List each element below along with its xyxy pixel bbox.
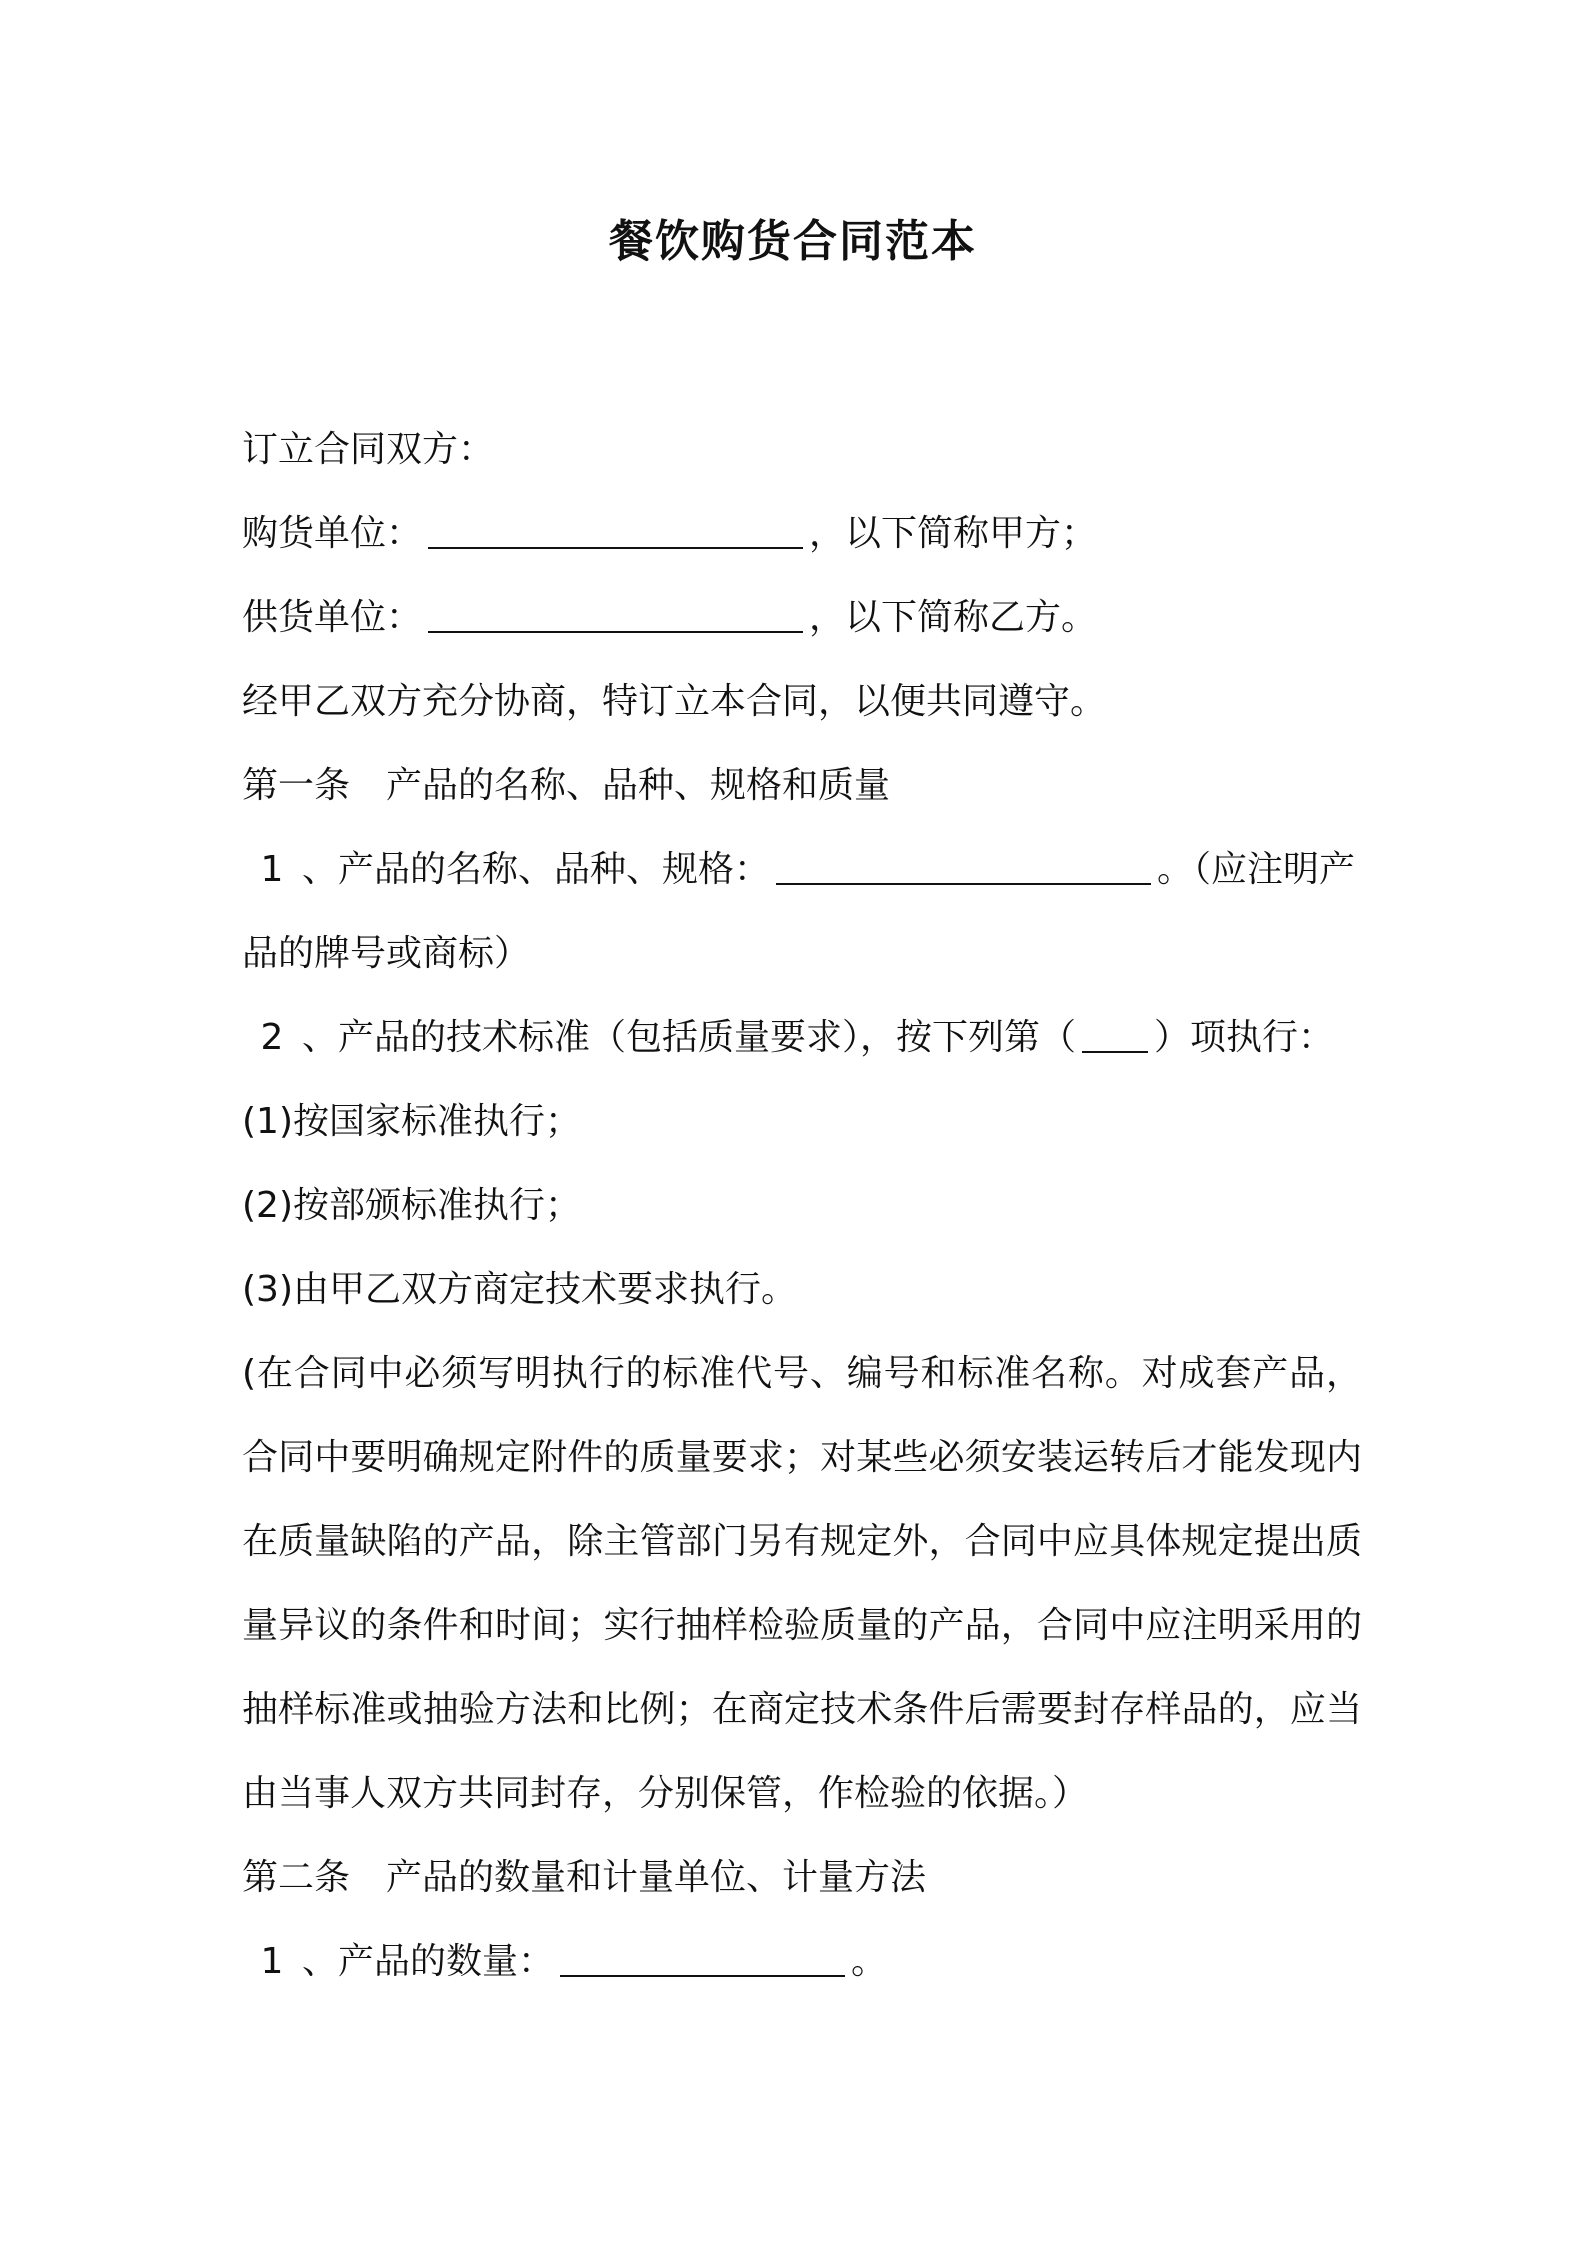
item-2-line xyxy=(242,996,1362,1080)
option-1 xyxy=(242,1080,1362,1164)
document-body xyxy=(242,408,1362,2004)
agreement-line xyxy=(242,660,1362,744)
item-1-number: 1 xyxy=(260,849,284,890)
seller-label: 供货单位： xyxy=(242,597,423,638)
seller-suffix: ，以下简称乙方。 xyxy=(809,597,1098,638)
item-1-continuation xyxy=(242,912,1362,996)
document-title: 餐饮购货合同范本 xyxy=(609,216,977,267)
parties-heading xyxy=(242,408,1362,492)
option-2-text: (2)按部颁标准执行； xyxy=(242,1185,581,1226)
parties-heading-text: 订立合同双方： xyxy=(242,429,495,470)
item-1-text: 、产品的名称、品种、规格： xyxy=(302,849,771,890)
buyer-suffix: ，以下简称甲方； xyxy=(809,513,1098,554)
standards-note: (在合同中必须写明执行的标准代号、编号和标准名称。对成套产品，合同中要明确规定附件的质量要求；对某些必须安装运转后才能发现内在质量缺陷的产品，除主管部门另有规定外，合同中应具体规定提出质量异议的条件和时间；实行抽样检验质量的产品，合同中应注明采用的抽样标准或抽验方法和比例；在商定技术条件后需要封存样品的，应当由当事人双方共同封存，分别保管，作检验的依据。） xyxy=(242,1353,1362,1814)
seller-blank[interactable] xyxy=(428,595,803,633)
option-3 xyxy=(242,1248,1362,1332)
option-2 xyxy=(242,1164,1362,1248)
option-1-text: (1)按国家标准执行； xyxy=(242,1101,581,1142)
item-2-suffix: ）项执行： xyxy=(1154,1017,1335,1058)
article-2-heading xyxy=(242,1836,1362,1920)
buyer-blank[interactable] xyxy=(428,511,803,549)
article-1-title: 产品的名称、品种、规格和质量 xyxy=(386,765,891,806)
option-3-text: (3)由甲乙双方商定技术要求执行。 xyxy=(242,1269,797,1310)
article-1-number: 第一条 xyxy=(242,765,351,806)
item-1-line xyxy=(242,828,1362,912)
buyer-label: 购货单位： xyxy=(242,513,423,554)
article-1-heading xyxy=(242,744,1362,828)
product-name-blank[interactable] xyxy=(776,847,1151,885)
item-2-number: 2 xyxy=(260,1017,284,1058)
quantity-suffix: 。 xyxy=(851,1941,888,1982)
buyer-line xyxy=(242,492,1362,576)
standard-option-blank[interactable] xyxy=(1082,1015,1148,1053)
article-2-number: 第二条 xyxy=(242,1857,351,1898)
quantity-blank[interactable] xyxy=(560,1939,845,1977)
article-2-title: 产品的数量和计量单位、计量方法 xyxy=(386,1857,927,1898)
item-2-text: 、产品的技术标准（包括质量要求），按下列第（ xyxy=(302,1017,1077,1058)
item-1-suffix: 。（应注明产 xyxy=(1157,849,1356,890)
quantity-number: 1 xyxy=(260,1941,284,1982)
quantity-text: 、产品的数量： xyxy=(302,1941,555,1982)
item-1-cont-text: 品的牌号或商标） xyxy=(242,933,531,974)
quantity-line xyxy=(242,1920,1362,2004)
seller-line xyxy=(242,576,1362,660)
agreement-text: 经甲乙双方充分协商，特订立本合同，以便共同遵守。 xyxy=(242,681,1107,722)
